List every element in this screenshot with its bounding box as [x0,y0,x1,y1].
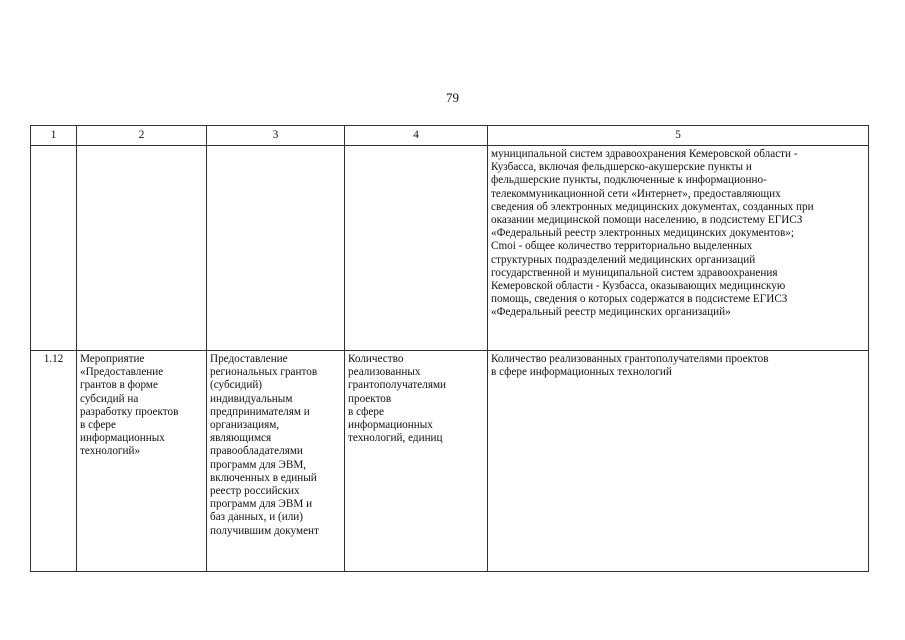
cell-text-line: программ для ЭВМ и [210,498,313,511]
cell-text-line: фельдшерские пункты, подключенные к информационно- [491,174,767,187]
cell-text-line: информационных [80,432,165,445]
cell-text-line: сведения об электронных медицинских документах, созданных при [491,200,814,213]
indicator-formula-cell [488,351,869,572]
cell-text-line: Количество [348,353,404,365]
cell-text-line: организациям, [210,419,280,432]
table-row [31,351,869,572]
cell-empty [207,146,345,351]
cell-text-line: в сфере информационных технологий [491,366,672,379]
cell-text-line: программ для ЭВМ, [210,458,307,471]
cell-text-line: реестр российских [210,485,300,498]
cell-text-line: Кемеровской области - Кузбасса, оказывающих медицинскую [491,280,786,293]
cell-text-line: получившим документ [210,524,319,537]
cell-text-line: предпринимателям и [210,405,310,418]
cell-text-line: включенных в единый [210,471,317,484]
indicator-table [30,125,869,572]
page-number: 79 [446,90,459,105]
cell-empty [77,146,207,351]
cell-text-line: грантов в форме [80,379,158,392]
cell-text-line: разработку проектов [80,405,179,418]
cell-text-line: являющимся [210,432,272,445]
cell-text-line: структурных подразделений медицинских организаций [491,253,756,266]
cell-text-line: субсидий на [80,392,139,405]
cell-text-line: реализованных [348,366,421,379]
header-cell-3: 3 [207,126,345,146]
cell-text-line: индивидуальным [210,392,293,405]
indicator-name-cell [345,351,488,572]
header-cell-2: 2 [77,126,207,146]
cell-continuation-formula-text [488,146,869,351]
event-description-cell [207,351,345,572]
event-name-cell [77,351,207,572]
cell-text-line: правообладателями [210,445,303,458]
cell-text-line: информационных [348,419,433,432]
cell-text-line: «Федеральный реестр медицинских организаций» [491,306,731,319]
table-header-row [31,126,869,146]
cell-text-line: Кузбасса, включая фельдшерско-акушерские пункты и [491,161,752,174]
cell-text-line: Cmoi - общее количество территориально выделенных [491,240,753,253]
cell-text-line: грантополучателями [348,379,447,392]
cell-text-line: Предоставление [210,353,288,365]
cell-text-line: телекоммуникационной сети «Интернет», предоставляющих [491,187,781,200]
cell-text-line: проектов [348,392,392,405]
cell-text-line: муниципальной систем здравоохранения Кемеровской области - [491,148,798,160]
cell-text-line: технологий» [80,445,141,458]
row-number-cell: 1.12 [31,351,77,572]
cell-text-line: государственной и муниципальной систем здравоохранения [491,266,778,279]
header-cell-1: 1 [31,126,77,146]
cell-empty [31,146,77,351]
cell-text-line: региональных грантов [210,366,318,379]
cell-text-line: Количество реализованных грантополучателями проектов [491,353,769,365]
header-cell-5: 5 [488,126,869,146]
header-cell-4: 4 [345,126,488,146]
cell-text-line: в сфере [80,419,116,432]
cell-text-line: технологий, единиц [348,432,443,445]
cell-text-line: помощь, сведения о которых содержатся в подсистеме ЕГИСЗ [491,293,788,306]
cell-text-line: в сфере [348,405,384,418]
cell-text-line: Мероприятие [80,353,145,365]
cell-text-line: «Федеральный реестр электронных медицинских документов»; [491,227,794,240]
cell-text-line: (субсидий) [210,379,263,392]
cell-text-line: баз данных, и (или) [210,511,304,524]
cell-empty [345,146,488,351]
table-row [31,146,869,351]
cell-text-line: оказании медицинской помощи населению, в подсистему ЕГИСЗ [491,214,803,227]
cell-text-line: «Предоставление [80,366,164,379]
